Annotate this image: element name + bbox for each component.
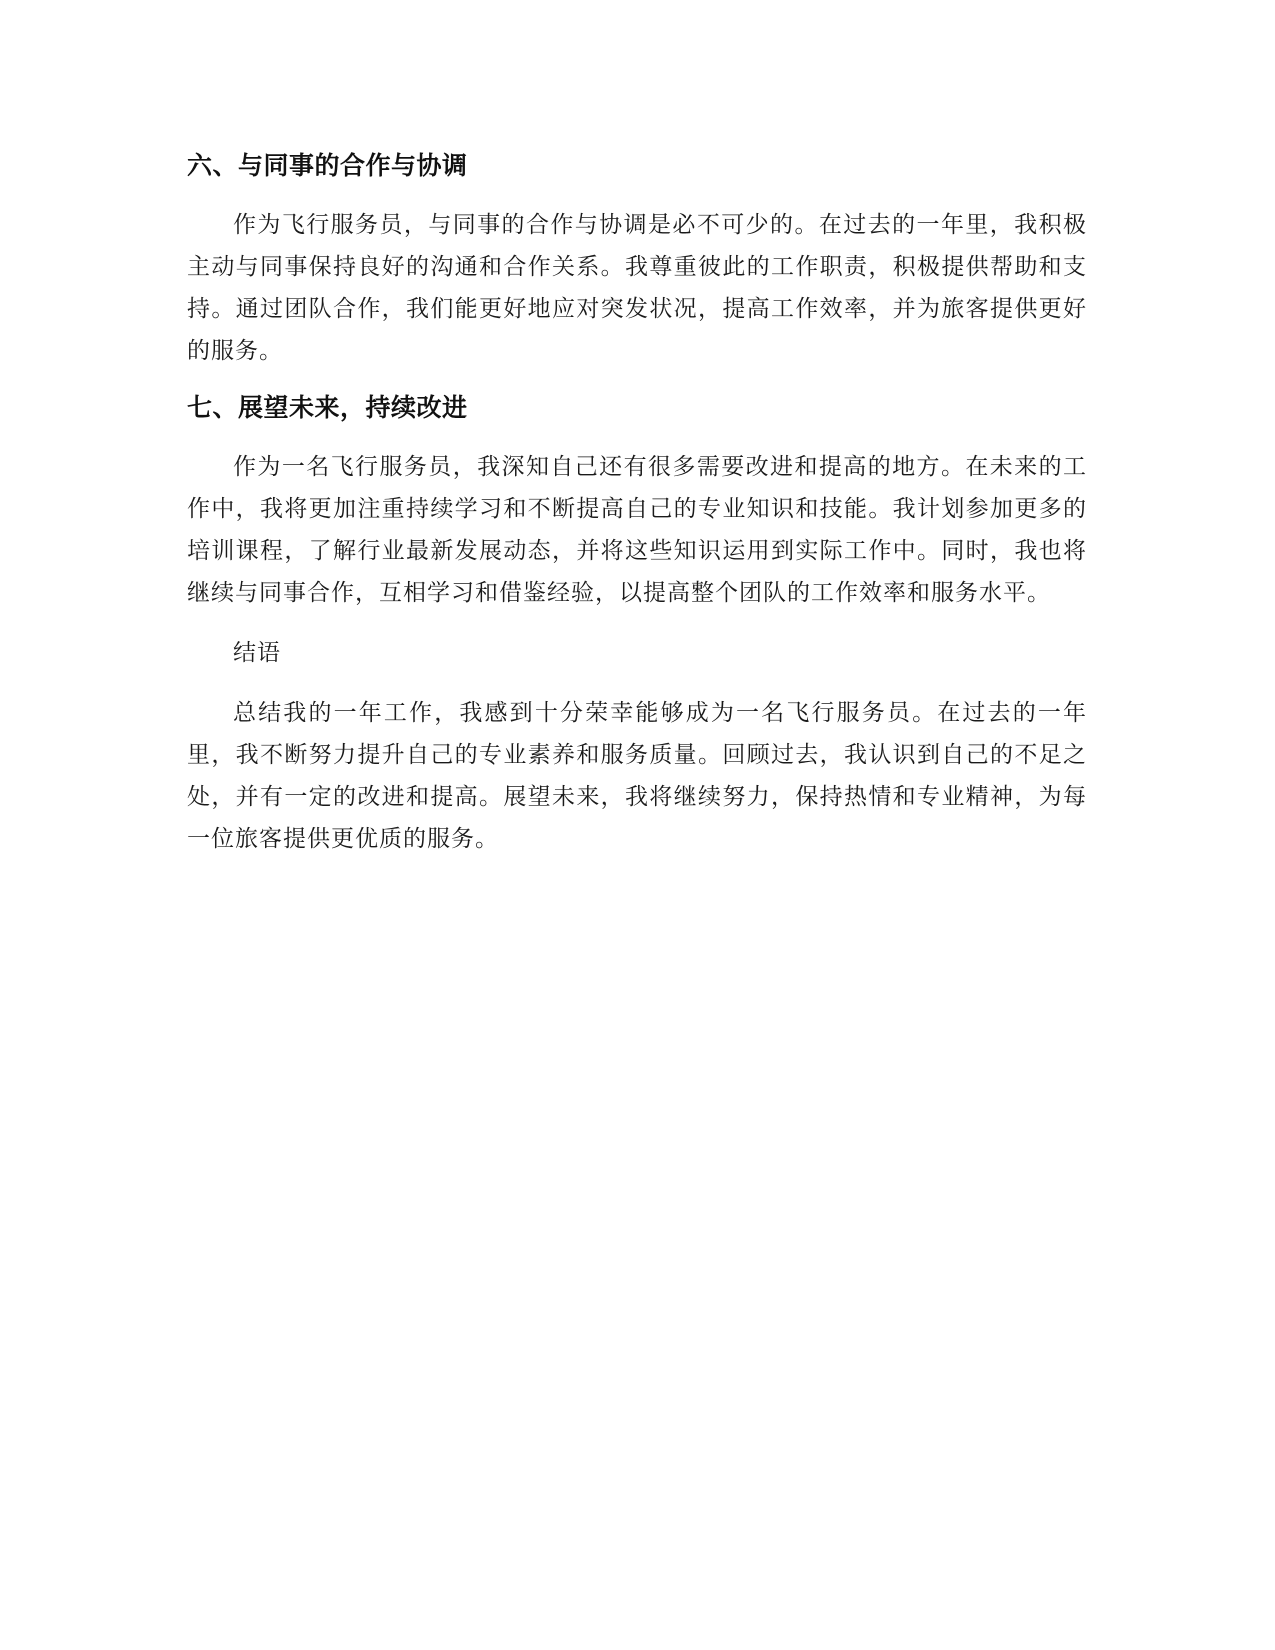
closing-paragraph: 总结我的一年工作，我感到十分荣幸能够成为一名飞行服务员。在过去的一年里，我不断努力提升自己的专业素养和服务质量。回顾过去，我认识到自己的不足之处，并有一定的改进和提高。展望未来，我将继续努力，保持热情和专业精神，为每一位旅客提供更优质的服务。 xyxy=(187,700,1087,852)
document-body xyxy=(187,148,1087,860)
closing-label: 结语 xyxy=(233,640,281,666)
section-heading-outlook: 七、展望未来，持续改进 xyxy=(187,393,468,422)
section-heading-cooperation: 六、与同事的合作与协调 xyxy=(187,151,468,180)
section-paragraph-cooperation: 作为飞行服务员，与同事的合作与协调是必不可少的。在过去的一年里，我积极主动与同事保持良好的沟通和合作关系。我尊重彼此的工作职责，积极提供帮助和支持。通过团队合作，我们能更好地应对突发状况，提高工作效率，并为旅客提供更好的服务。 xyxy=(187,212,1087,364)
section-paragraph-outlook: 作为一名飞行服务员，我深知自己还有很多需要改进和提高的地方。在未来的工作中，我将更加注重持续学习和不断提高自己的专业知识和技能。我计划参加更多的培训课程，了解行业最新发展动态，并将这些知识运用到实际工作中。同时，我也将继续与同事合作，互相学习和借鉴经验，以提高整个团队的工作效率和服务水平。 xyxy=(187,454,1087,606)
